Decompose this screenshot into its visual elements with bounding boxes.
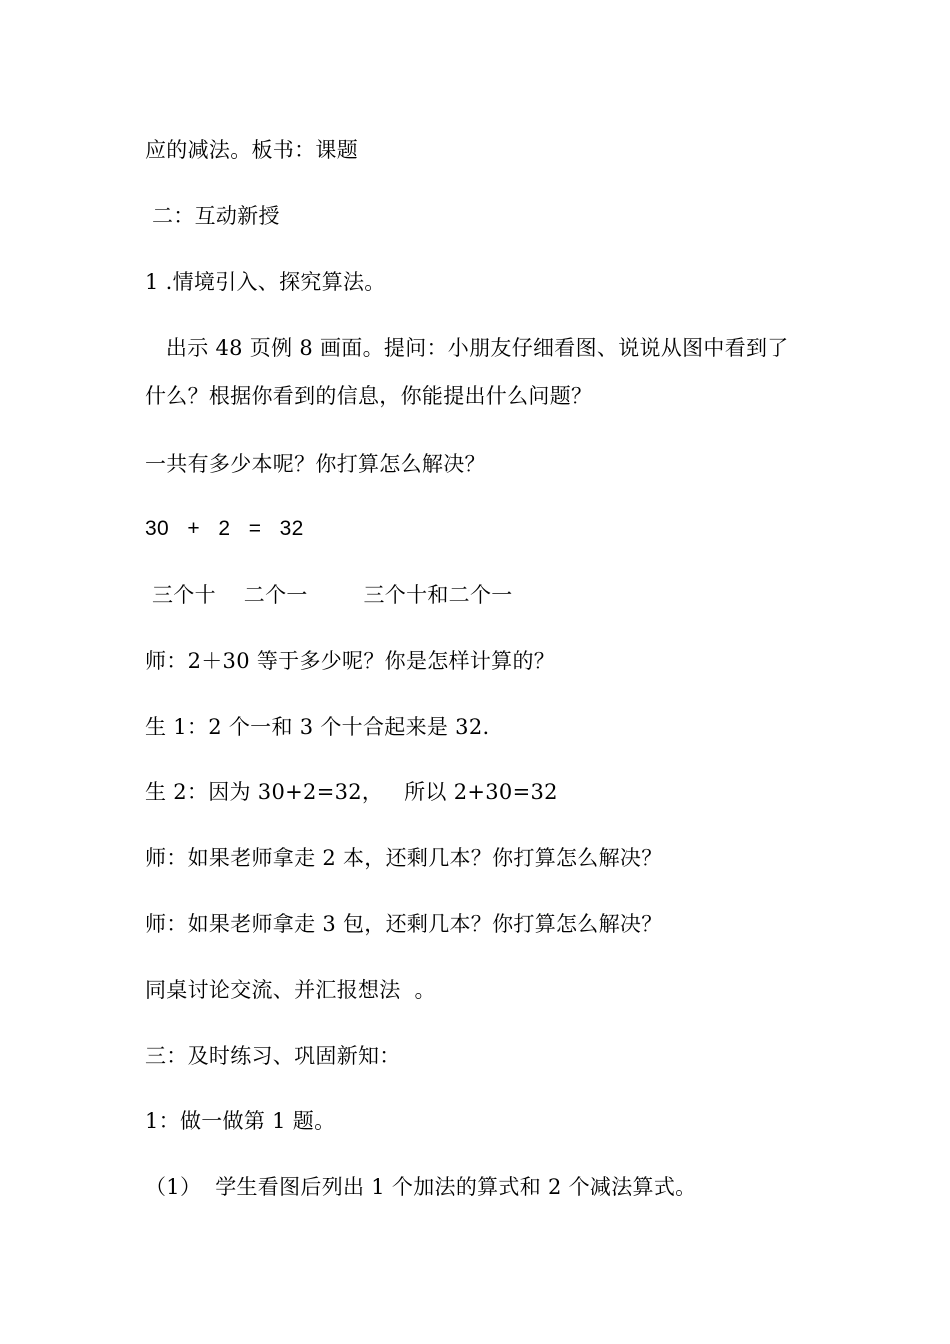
section-heading: 三：及时练习、巩固新知： xyxy=(145,1044,401,1068)
dialogue-line: 师：如果老师拿走 2 本，还剩几本？你打算怎么解决？ xyxy=(145,846,663,870)
text-line: 应的减法。板书：课题 xyxy=(145,138,358,162)
list-item: （1） 学生看图后列出 1 个加法的算式和 2 个减法算式。 xyxy=(145,1175,697,1199)
text-line: 一共有多少本呢？你打算怎么解决？ xyxy=(145,452,486,476)
section-heading: 二：互动新授 xyxy=(145,204,280,228)
text-line: 三个十 二个一 三个十和二个一 xyxy=(145,583,513,607)
text-line: 同桌讨论交流、并汇报想法 。 xyxy=(145,978,436,1002)
dialogue-line: 生 1：2 个一和 3 个十合起来是 32. xyxy=(145,715,490,739)
equation-line: 30 + 2 = 32 xyxy=(145,517,304,540)
dialogue-line: 师：如果老师拿走 3 包，还剩几本？你打算怎么解决？ xyxy=(145,912,663,936)
subsection-heading: 1 .情境引入、探究算法。 xyxy=(145,270,386,294)
subsection-heading: 1：做一做第 1 题。 xyxy=(145,1109,336,1133)
text-line: 出示 48 页例 8 画面。提问：小朋友仔细看图、说说从图中看到了 xyxy=(145,336,789,360)
dialogue-line: 生 2：因为 30+2=32， 所以 2+30=32 xyxy=(145,780,558,804)
text-line: 什么？根据你看到的信息，你能提出什么问题？ xyxy=(145,384,593,408)
dialogue-line: 师：2＋30 等于多少呢？你是怎样计算的？ xyxy=(145,649,556,673)
